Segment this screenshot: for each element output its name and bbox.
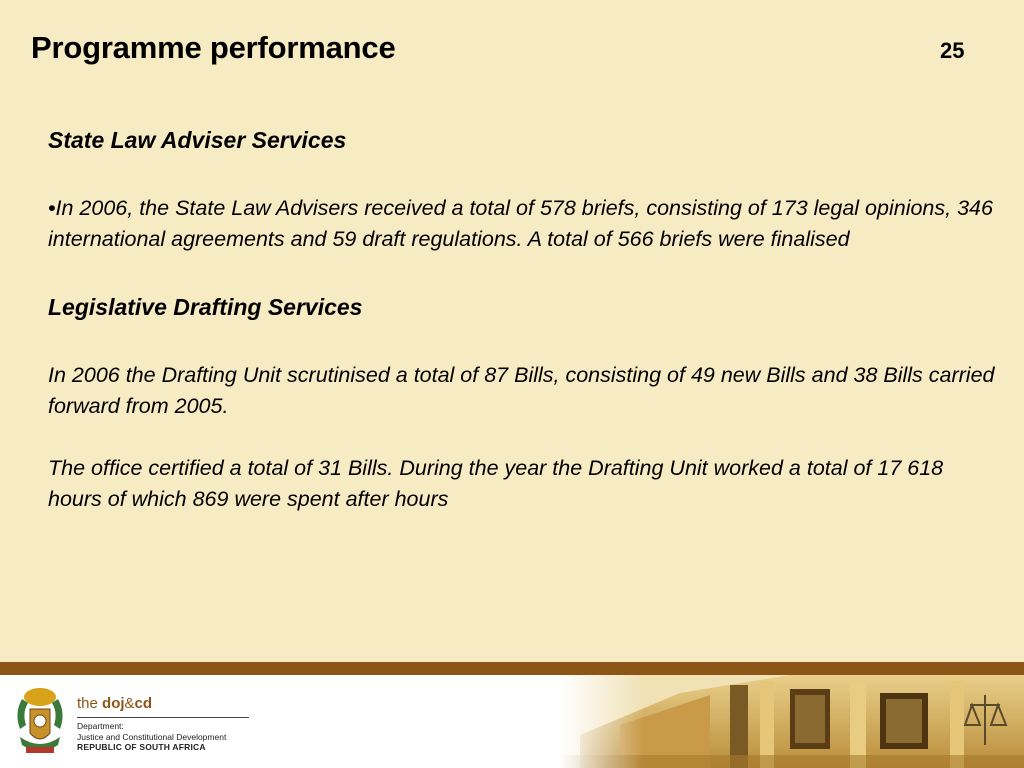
footer bbox=[0, 675, 1024, 768]
brand-name: doj bbox=[102, 695, 125, 712]
brand-suffix: cd bbox=[134, 695, 153, 712]
footer-divider bbox=[0, 662, 1024, 675]
slide-number: 25 bbox=[940, 38, 965, 63]
slide-title: Programme performance bbox=[31, 30, 396, 65]
paragraph-state-law-briefs: •In 2006, the State Law Advisers received a total of 578 briefs, consisting of 173 legal opinions, 346 international agreements and 59 draft regulations. A total of 566 briefs were finalised bbox=[48, 196, 993, 251]
section-heading-state-law: State Law Adviser Services bbox=[48, 127, 347, 153]
paragraph-drafting-hours: The office certified a total of 31 Bills. During the year the Drafting Unit worked a total of 17 618 hours of which 869 were spent after hours bbox=[48, 456, 944, 511]
brand-prefix: the bbox=[77, 695, 98, 712]
building-photo bbox=[560, 675, 1024, 768]
dept-label: Department: bbox=[77, 721, 124, 731]
section-heading-legislative-drafting: Legislative Drafting Services bbox=[48, 294, 363, 320]
brand-logo bbox=[77, 695, 152, 712]
paragraph-drafting-bills: In 2006 the Drafting Unit scrutinised a total of 87 Bills, consisting of 49 new Bills and 38 Bills carried forward from 2005. bbox=[48, 363, 995, 418]
dept-name: Justice and Constitutional Development bbox=[77, 732, 227, 742]
brand-ampersand: & bbox=[124, 695, 135, 712]
brand-underline bbox=[77, 717, 249, 718]
coat-of-arms-icon bbox=[12, 685, 68, 759]
slide-content bbox=[48, 124, 998, 515]
country-name: REPUBLIC OF SOUTH AFRICA bbox=[77, 742, 206, 752]
